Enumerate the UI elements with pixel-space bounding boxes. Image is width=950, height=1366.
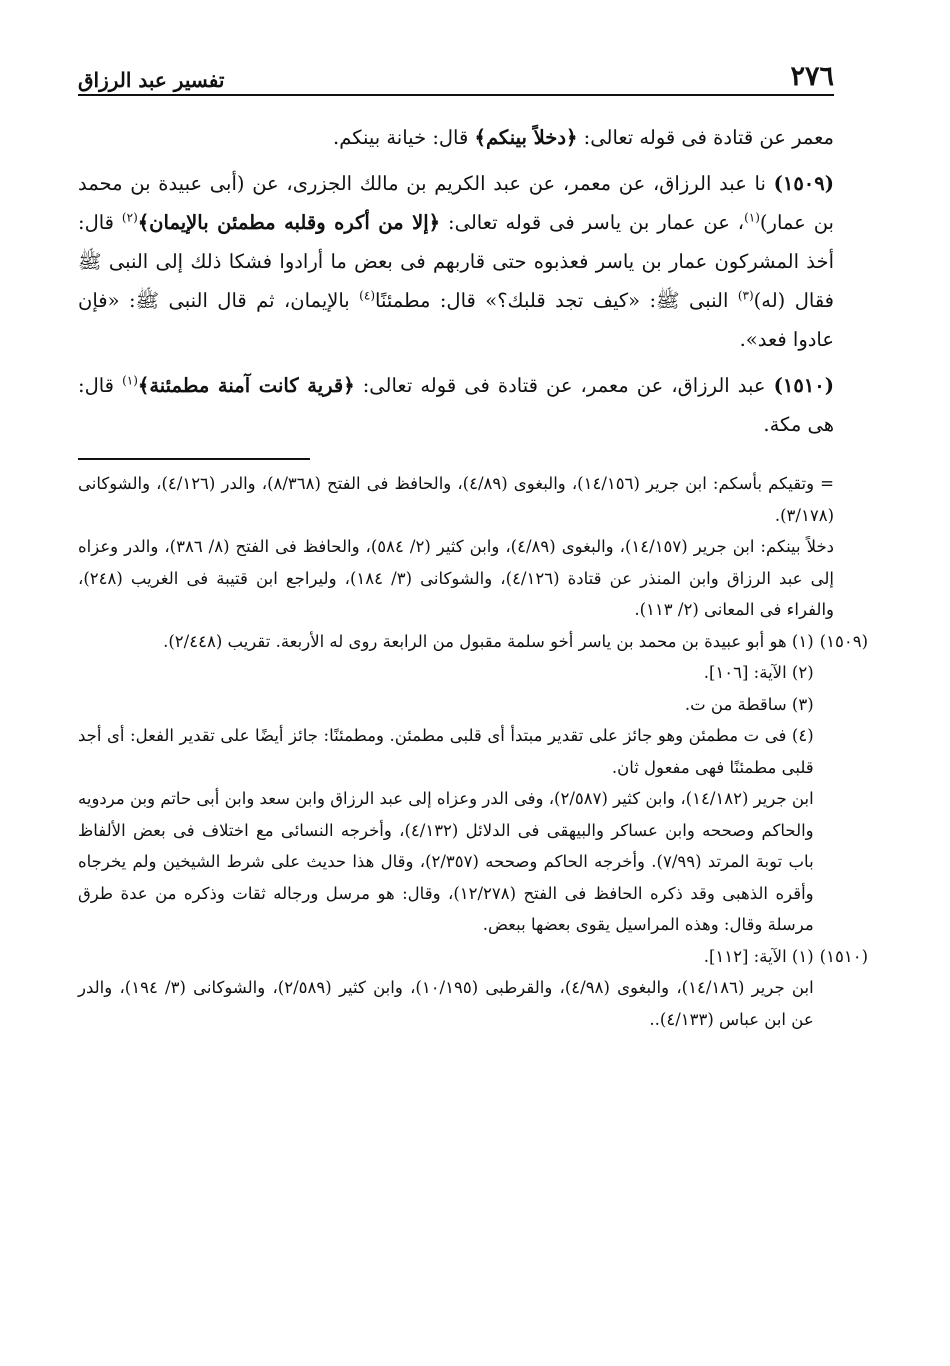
footnote-ref: (٤) [359, 288, 375, 303]
footnote-ref: (٢) [121, 210, 138, 225]
footnote-ref: (١) [122, 373, 138, 388]
footnote-dakhalan: دخلاً بينكم: ابن جرير (١٤/١٥٧)، والبغوى (٤/٨٩)، وابن كثير (٢/ ٥٨٤)، والحافظ فى الفتح (٨/ ٣٨٦)، والدر وعزاه إلى عبد الرزاق وابن المنذر عن قتادة (٤/١٢٦)، والشوكانى (٣/ ١٨٤)، وليراجع ابن قتيبة فى الغريب (٢٤٨)، والفراء فى المعانى (٢/ ١١٣). [78, 537, 834, 619]
hadith-1509: (١٥٠٩) نا عبد الرزاق، عن معمر، عن عبد الكريم بن مالك الجزرى، عن (أبى عبيدة بن محمد بن عمار)$^{(١)}$، عن عمار بن ياسر فى قوله تعالى: ﴿إلا من أكره وقلبه مطمئن بالإيمان﴾$^{(٢)}$ قال: أخذ المشركون عمار بن ياسر فعذبوه حتى قاربهم فى بعض ما أرادوا فشكا ذلك إلى النبى ﷺ فقال (له)$^{(٣)}$ النبى ﷺ: «كيف تجد قلبك؟» قال: مطمئنًا$^{(٤)}$ بالإيمان، ثم قال النبى ﷺ: «فإن عادوا فعد». [78, 172, 835, 351]
footnote-item: (١) هو أبو عبيدة بن محمد بن ياسر أخو سلمة مقبول من الرابعة روى له الأربعة. تقريب (٢/٤٤٨). [163, 631, 814, 651]
running-title: تفسير عبد الرزاق [78, 68, 225, 92]
footnote-item: (٢) الآية: [١٠٦]. [703, 663, 814, 682]
footnote-group-label: (١٥٠٩) [819, 631, 868, 651]
book-page [78, 58, 868, 1035]
footnote-item: ابن جرير (١٤/١٨٢)، وابن كثير (٢/٥٨٧)، وفى الدر وعزاه إلى عبد الرزاق وابن سعد وابن أبى حاتم وبن مردويه والحاكم وصححه وابن عساكر والبيهقى فى الدلائل (٤/١٣٢)، وأخرجه النسائى مع اختلاف فى بعض الألفاظ باب توبة المرتد (٧/٩٩). وأخرجه الحاكم وصححه (٢/٣٥٧)، وقال هذا حديث على شرط الشيخين ولم يخرجاه وأقره الذهبى وقد ذكره الحافظ فى الفتح (١٢/٢٧٨)، وقال: هو مرسل ورجاله ثقات وذكره من عدة طرق مرسلة وقال: وهذه المراسيل يقوى بعضها ببعض. [78, 789, 814, 934]
footnote-ref: (١) [744, 210, 760, 225]
footnote-item: (٤) فى ت مطمئن وهو جائز على تقدير مبتدأ أى قلبى مطمئن. ومطمئنًا: جائز أيضًا على تقدير الفعل: أى أجد قلبى مطمئنًا فهى مفعول ثان. [78, 726, 814, 777]
quran-quote: ﴿دخلاً بينكم﴾ [474, 126, 578, 149]
page-number: ٢٧٦ [790, 61, 834, 92]
quran-quote: ﴿قرية كانت آمنة مطمئنة﴾ [137, 374, 355, 397]
hadith-number: (١٥٠٩) [773, 172, 834, 195]
footnote-group-1509 [78, 626, 868, 941]
paragraph-qatada-comment: معمر عن قتادة فى قوله تعالى: ﴿دخلاً بينكم﴾ قال: خيانة بينكم. [333, 126, 834, 149]
footnotes [78, 468, 868, 1035]
footnote-item: (٣) ساقطة من ت. [684, 694, 814, 714]
footnote-group-1510 [78, 941, 868, 1036]
main-text [78, 118, 834, 444]
hadith-number: (١٥١٠) [773, 374, 834, 397]
footnote-item: (١) الآية: [١١٢]. [703, 946, 814, 966]
hadith-1510: (١٥١٠) عبد الرزاق، عن معمر، عن قتادة فى قوله تعالى: ﴿قرية كانت آمنة مطمئنة﴾$^{(١)}$ قال: هى مكة. [78, 373, 834, 436]
quran-quote: ﴿إلا من أكره وقلبه مطمئن بالإيمان﴾ [137, 211, 441, 234]
footnote-continued: = وتقيكم بأسكم: ابن جرير (١٤/١٥٦)، والبغوى (٤/٨٩)، والحافظ فى الفتح (٨/٣٦٨)، والدر (٤/١٢٦)، والشوكانى (٣/١٧٨). [78, 474, 835, 525]
footnote-item: ابن جرير (١٤/١٨٦)، والبغوى (٤/٩٨)، والقرطبى (١٠/١٩٥)، وابن كثير (٢/٥٨٩)، والشوكانى (٣/ ١٩٤)، والدر عن ابن عباس (٤/١٣٣).. [78, 978, 814, 1029]
page-header [78, 58, 834, 96]
footnote-ref: (٣) [737, 288, 754, 303]
footnote-divider [78, 458, 310, 460]
footnote-group-label: (١٥١٠) [819, 946, 868, 966]
